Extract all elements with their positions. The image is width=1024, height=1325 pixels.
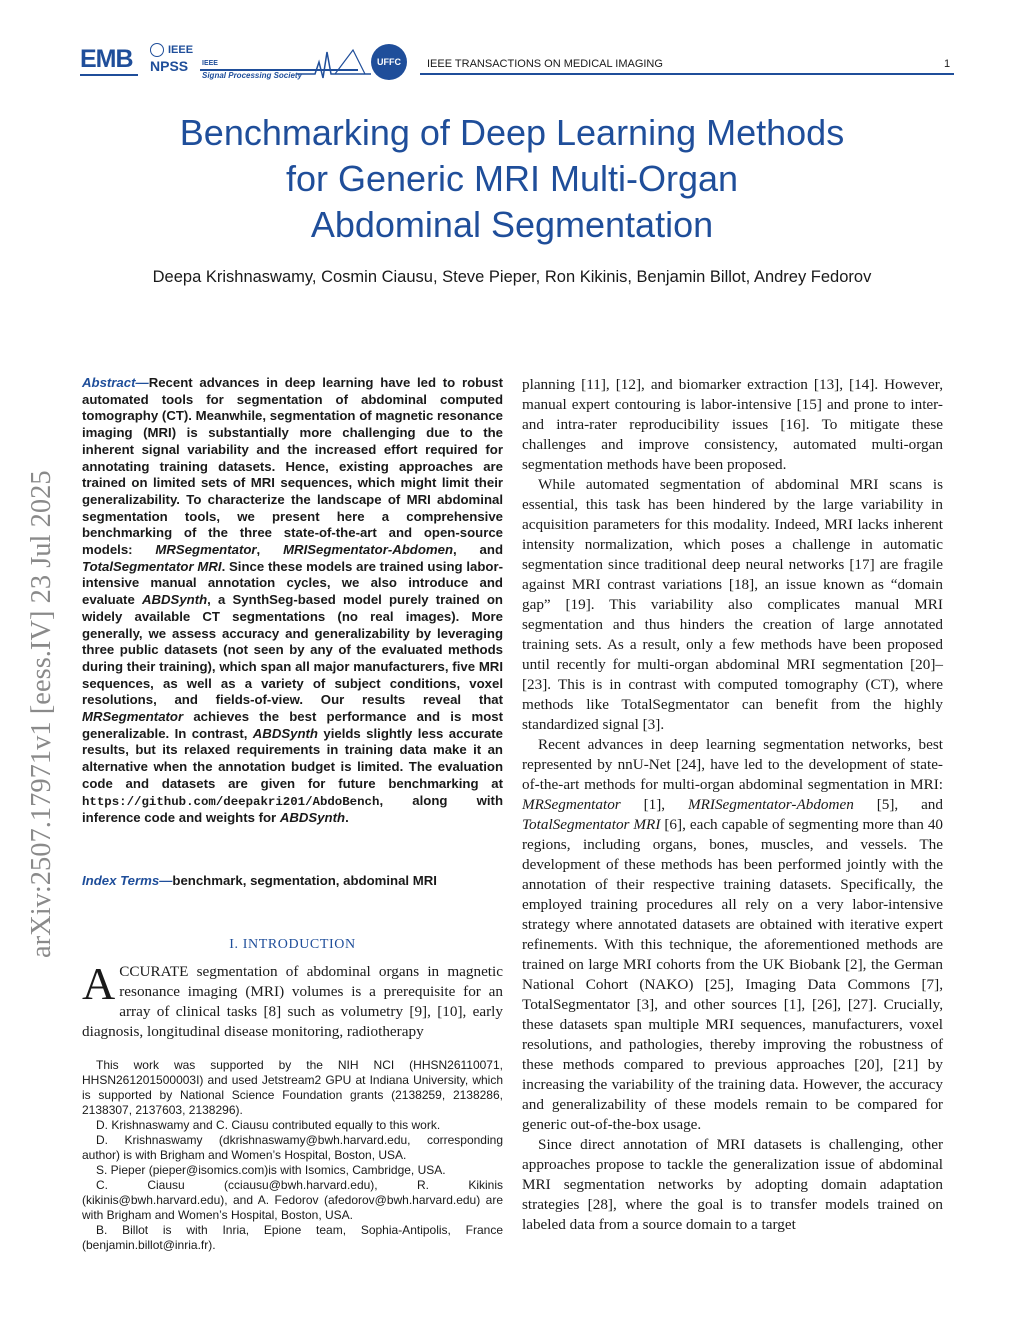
abstract-text: achieves the best performance and is most generalizable. In contrast, <box>82 709 503 741</box>
author-list: Deepa Krishnaswamy, Cosmin Ciausu, Steve Pieper, Ron Kikinis, Benjamin Billot, Andrey Fedorov <box>152 268 872 286</box>
signal-wave-icon <box>295 44 373 82</box>
header-rule <box>420 73 954 75</box>
method-name: MRSegmentator <box>522 796 621 813</box>
abstract <box>82 375 503 827</box>
method-name: TotalSegmentator MRI <box>522 816 661 833</box>
method-name: ABDSynth <box>252 725 318 741</box>
body-text: [6], each capable of segmenting more than 40 regions, including organs, bones, muscles, and vessels. The development of these methods has been performed jointly with the annotation of their respective training datasets. Specifically, the employed training procedures all rely on a very labor-intensive strategy where annotated datasets are obtained with iterative expert refinements. With this technique, the aforementioned methods are trained on large MRI cohorts from the UK Biobank [2], the German National Cohort (NAKO) [25], Imaging Data Commons [7], TotalSegmentator [3], and other sources [1], [26], [27]. Crucially, these datasets span multiple MRI sequences, manufacturers, voxel resolutions, and pathologies, thereby improving the robustness of these methods compared to previous approaches [20], [21] by increasing the variability of the training data. However, the accuracy and generalizability of these models remain to be compared for generic out-of-the-box usage. <box>522 816 944 1133</box>
emb-logo-underline <box>80 74 138 76</box>
footnote: B. Billot is with Inria, Epione team, Sophia-Antipolis, France (benjamin.billot@inria.fr). <box>82 1223 503 1252</box>
body-text: Recent advances in deep learning segmentation networks, best represented by nnU-Net [24], have led to the development of state-of-the-art methods for multi-organ abdominal segmentation in MRI: <box>522 736 943 793</box>
npss-logo: NPSS <box>150 58 189 74</box>
method-name: MRSegmentator <box>82 709 184 725</box>
emb-logo: EMB <box>80 45 133 73</box>
method-name: ABDSynth <box>141 592 208 608</box>
uffc-logo: UFFC <box>371 44 407 80</box>
sps-logo: Signal Processing Society <box>202 71 303 80</box>
footnote: This work was supported by the NIH NCI (HHSN26110071, HHSN261201500003I) and used Jetstream2 GPU at Indiana University, which is supported by National Science Foundation grants (2138259, 2138286, 2138307, 2137603, 2138296). <box>82 1058 503 1117</box>
title-line: Benchmarking of Deep Learning Methods <box>179 112 845 153</box>
sps-ieee-label: IEEE <box>202 60 218 67</box>
abstract-text: Recent advances in deep learning have led to robust automated tools for segmentation of abdominal computed tomography (CT). Meanwhile, segmentation of magnetic resonance imaging (MRI) is substantially more challenging due to the inherent signal variability and the increased effort required for annotating training datasets. Hence, existing approaches are trained on limited sets of MRI sequences, which might limit their generalizability. To characterize the landscape of MRI abdominal segmentation tools, we present here a comprehensive benchmarking of the three state-of-the-art and open-source models: <box>82 375 503 558</box>
method-name: ABDSynth <box>279 810 346 826</box>
footnote: S. Pieper (pieper@isomics.com)is with Isomics, Cambridge, USA. <box>96 1163 446 1177</box>
ieee-globe-icon <box>150 43 164 57</box>
body-paragraph: Since direct annotation of MRI datasets is challenging, other approaches propose to tackle the generalization issue of abdominal MRI segmentation networks by adopting domain adaptation strategies [28], where the goal is to transfer models trained on labeled data from a source domain to a target <box>522 1136 943 1233</box>
method-name: TotalSegmentator MRI <box>82 558 222 574</box>
society-logos <box>80 42 410 86</box>
drop-cap: A <box>82 958 116 1009</box>
journal-name: IEEE TRANSACTIONS ON MEDICAL IMAGING <box>427 58 663 70</box>
abstract-text: . <box>345 810 349 826</box>
npss-ieee-label: IEEE <box>168 44 194 56</box>
title-line: Abdominal Segmentation <box>310 204 714 245</box>
introduction-paragraph: CCURATE segmentation of abdominal organs in magnetic resonance imaging (MRI) volumes is a prerequisite for an array of clinical tasks [8] such as volumetry [9], [10], early diagnosis, longitudinal disease monitoring, radiotherapy <box>82 963 503 1040</box>
abstract-text: , and <box>453 542 504 558</box>
footnote: D. Krishnaswamy (dkrishnaswamy@bwh.harvard.edu, corresponding author) is with Brigham and Women’s Hospital, Boston, USA. <box>82 1133 503 1162</box>
index-terms-text: benchmark, segmentation, abdominal MRI <box>172 873 437 888</box>
abstract-text: , <box>256 542 284 558</box>
paper-title <box>0 110 1024 248</box>
abstract-text: . Since these models are trained using labor-intensive manual annotation cycles, we also introduce and evaluate <box>82 558 503 608</box>
body-paragraph: While automated segmentation of abdominal MRI scans is essential, this task has been hindered by the large variability in acquisition parameters for this modality. Indeed, MRI lacks inherent intensity normalization, which poses a challenge in automatic segmentation since traditional deep neural networks [17] are fragile against MRI contrast variations [18], an issue known as “domain gap” [19]. This variability also complicates manual MRI segmentation and thus hinders the creation of large annotated training sets. As a result, only a few methods have been proposed until recently for multi-organ abdominal MRI segmentation [20]–[23]. This is in contrast with computed tomography (CT), where methods like TotalSegmentator can benefit from the highly standardized signal [3]. <box>522 476 943 733</box>
abstract-text: , a SynthSeg-based model purely trained on widely available CT segmentations (no real images). More generally, we assess accuracy and generalizability by leveraging three public datasets (not seen by any of the evaluated methods during their training), which span all major manufacturers, five MRI sequences, as well as a variety of subject conditions, voxel resolutions, and fields-of-view. Our results reveal that <box>82 592 503 708</box>
abstract-text: , along with inference code and weights for <box>82 792 503 826</box>
method-name: MRSegmentator <box>155 542 257 558</box>
body-text: [5], and <box>853 796 943 813</box>
abstract-text: yields slightly less accurate results, but its relaxed requirements in training data make it an alternative when the annotation budget is limited. The evaluation code and datasets are given for future benchmarking at <box>82 725 503 791</box>
body-paragraph: planning [11], [12], and biomarker extraction [13], [14]. However, manual expert contouring is labor-intensive [15] and prone to inter- and intra-rater reproducibility issues [16]. To mitigate these challenges and improve consistency, automated multi-organ segmentation methods have been proposed. <box>522 376 943 473</box>
method-name: MRISegmentator-Abdomen <box>687 796 854 813</box>
abstract-label: Abstract— <box>82 375 149 390</box>
page-number: 1 <box>944 58 951 70</box>
footnote: C. Ciausu (cciausu@bwh.harvard.edu), R. Kikinis (kikinis@bwh.harvard.edu), and A. Fedorov (afedorov@bwh.harvard.edu) are with Brigham and Women’s Hospital, Boston, USA. <box>82 1178 503 1222</box>
index-terms <box>82 872 503 889</box>
repository-link[interactable]: https://github.com/deepakri201/AbdoBench <box>82 794 380 809</box>
method-name: MRISegmentator-Abdomen <box>283 542 454 558</box>
footnote: D. Krishnaswamy and C. Ciausu contributed equally to this work. <box>96 1118 441 1132</box>
index-terms-label: Index Terms— <box>82 873 173 888</box>
body-paragraph <box>522 735 943 1135</box>
body-text: [1], <box>620 796 688 813</box>
right-column <box>522 375 943 1235</box>
arxiv-identifier: arXiv:2507.17971v1 [eess.IV] 23 Jul 2025 <box>26 470 57 958</box>
section-heading: I. INTRODUCTION <box>229 937 356 952</box>
footnotes <box>82 1058 503 1253</box>
title-line: for Generic MRI Multi-Organ <box>285 158 739 199</box>
introduction-text <box>82 958 503 1042</box>
